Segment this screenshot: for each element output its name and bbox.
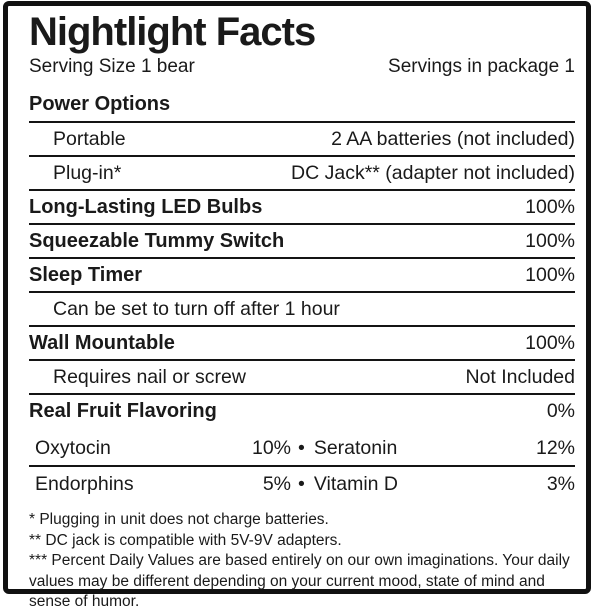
row-tummy-switch <box>29 225 575 257</box>
bullet-separator: • <box>298 473 305 496</box>
serving-info <box>29 54 575 81</box>
row-portable <box>29 123 575 155</box>
label-title: Nightlight Facts <box>29 10 316 54</box>
vitamin-row-1 <box>29 431 575 465</box>
vitamin-name: Endorphins <box>35 473 134 496</box>
row-value: 100% <box>525 196 575 219</box>
vitamin-name: Seratonin <box>313 437 398 460</box>
row-value: 100% <box>525 264 575 287</box>
row-label: Long-Lasting LED Bulbs <box>29 196 263 219</box>
row-value: DC Jack** (adapter not included) <box>291 162 575 185</box>
row-value: 0% <box>546 400 575 423</box>
vitamin-value: 10% <box>251 437 291 460</box>
serving-size: Serving Size 1 bear <box>29 56 195 78</box>
row-real-fruit-flavoring <box>29 395 575 427</box>
row-label: Requires nail or screw <box>53 366 246 389</box>
servings-per-package: Servings in package 1 <box>388 56 575 78</box>
row-label: Real Fruit Flavoring <box>29 400 217 423</box>
row-nail-or-screw <box>29 361 575 393</box>
row-wall-mountable <box>29 327 575 359</box>
row-value: Not Included <box>465 366 575 389</box>
footnote-plugging: * Plugging in unit does not charge batteries. <box>29 511 329 529</box>
footnote-daily-values: *** Percent Daily Values are based entirely on our own imaginations. Your daily values may be different depending on your current mood, state of mind and sense of humor. <box>29 552 570 610</box>
vitamin-name: Vitamin D <box>313 473 398 496</box>
row-sleep-timer-note <box>29 293 575 325</box>
vitamin-row-2 <box>29 467 575 501</box>
vitamin-value: 3% <box>546 473 575 496</box>
footnotes <box>29 510 575 612</box>
row-plug-in <box>29 157 575 189</box>
section-header-power-options: Power Options <box>29 93 171 116</box>
row-label: Plug-in* <box>53 162 122 185</box>
row-value: 100% <box>525 332 575 355</box>
vitamin-value: 5% <box>262 473 291 496</box>
label-frame <box>3 1 591 610</box>
vitamin-value: 12% <box>535 437 575 460</box>
row-value: 2 AA batteries (not included) <box>331 128 575 151</box>
row-label: Can be set to turn off after 1 hour <box>53 298 340 321</box>
row-value: 100% <box>525 230 575 253</box>
row-sleep-timer <box>29 259 575 291</box>
row-label: Wall Mountable <box>29 332 175 355</box>
row-label: Sleep Timer <box>29 264 143 287</box>
bullet-separator: • <box>298 437 305 460</box>
row-label: Squeezable Tummy Switch <box>29 230 285 253</box>
vitamin-name: Oxytocin <box>35 437 111 460</box>
row-label: Portable <box>53 128 126 151</box>
row-led-bulbs <box>29 191 575 223</box>
footnote-dc-jack: ** DC jack is compatible with 5V-9V adapters. <box>29 531 342 549</box>
